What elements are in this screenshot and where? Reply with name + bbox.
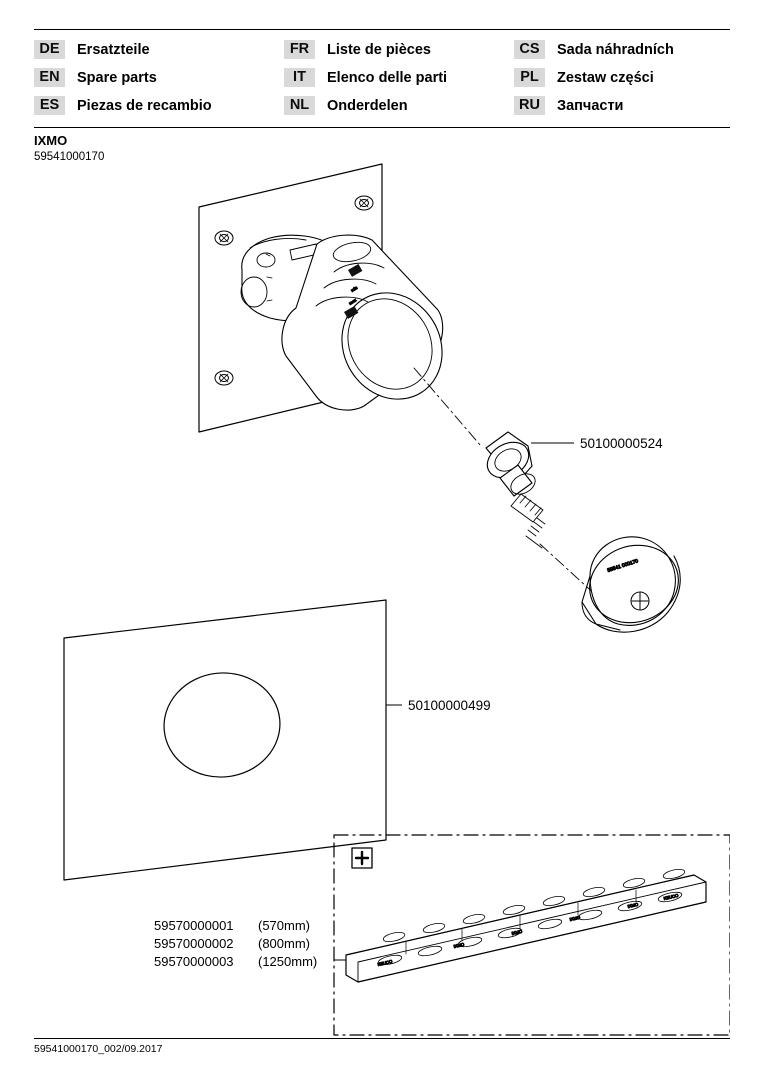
footer — [34, 1038, 730, 1056]
svg-text:IXMO: IXMO — [453, 941, 465, 949]
language-entry-de — [34, 40, 284, 59]
language-code-it: IT — [284, 68, 315, 87]
language-code-es: ES — [34, 96, 65, 115]
rail-part-number-1: 59570000001 — [154, 918, 234, 933]
footer-document-id: 59541000170_002/09.2017 — [34, 1043, 163, 1055]
cover-cap — [579, 534, 688, 634]
mounting-rail — [346, 868, 706, 982]
assembly-axis-1 — [414, 368, 481, 446]
rail-part-length-3: (1250mm) — [258, 954, 318, 969]
rail-part-number-3: 59570000003 — [154, 954, 234, 969]
header-bottom-divider — [34, 127, 730, 128]
language-code-en: EN — [34, 68, 65, 87]
language-label-es: Piezas de recambio — [77, 97, 212, 114]
svg-text:max: max — [347, 297, 358, 306]
language-label-de: Ersatzteile — [77, 41, 150, 58]
rail-part-length-2: (800mm) — [258, 936, 311, 951]
rail-part-list — [154, 918, 317, 969]
language-label-it: Elenco delle parti — [327, 69, 448, 86]
language-label-ru: Запчасти — [557, 97, 624, 114]
label-plate-part-number: 50100000499 — [408, 698, 491, 713]
language-code-nl: NL — [284, 96, 315, 115]
svg-text:KEUCO: KEUCO — [663, 892, 679, 901]
language-label-fr: Liste de pièces — [327, 41, 431, 58]
language-code-ru: RU — [514, 96, 545, 115]
language-entry-fr — [284, 40, 514, 59]
escutcheon-plate — [64, 600, 386, 880]
product-code: 59541000170 — [34, 151, 105, 163]
language-label-pl: Zestaw części — [557, 69, 654, 86]
language-label-nl: Onderdelen — [327, 97, 408, 114]
language-code-cs: CS — [514, 40, 545, 59]
language-entry-pl — [514, 68, 730, 87]
language-label-en: Spare parts — [77, 69, 157, 86]
language-code-fr: FR — [284, 40, 315, 59]
language-entry-cs — [514, 40, 730, 59]
svg-text:KEUCO: KEUCO — [377, 958, 393, 967]
label-cartridge-part-number: 50100000524 — [580, 436, 663, 451]
svg-text:IXMO: IXMO — [511, 928, 523, 936]
language-entry-nl — [284, 96, 514, 115]
language-legend — [34, 30, 730, 115]
exploded-diagram — [34, 160, 730, 1040]
rail-part-number-2: 59570000002 — [154, 936, 234, 951]
cap-engraving-text: 59541 000170 — [606, 558, 640, 574]
language-entry-es — [34, 96, 284, 115]
language-entry-ru — [514, 96, 730, 115]
svg-text:IXMO: IXMO — [627, 901, 639, 909]
svg-text:min: min — [349, 285, 359, 293]
rail-part-length-1: (570mm) — [258, 918, 311, 933]
spare-parts-sheet — [34, 0, 730, 1080]
thermostatic-cartridge — [481, 432, 545, 548]
language-code-de: DE — [34, 40, 65, 59]
language-code-pl: PL — [514, 68, 545, 87]
language-entry-it — [284, 68, 514, 87]
product-name: IXMO — [34, 133, 68, 148]
language-label-cs: Sada náhradních — [557, 41, 674, 58]
language-entry-en — [34, 68, 284, 87]
svg-text:IXMO: IXMO — [569, 914, 581, 922]
